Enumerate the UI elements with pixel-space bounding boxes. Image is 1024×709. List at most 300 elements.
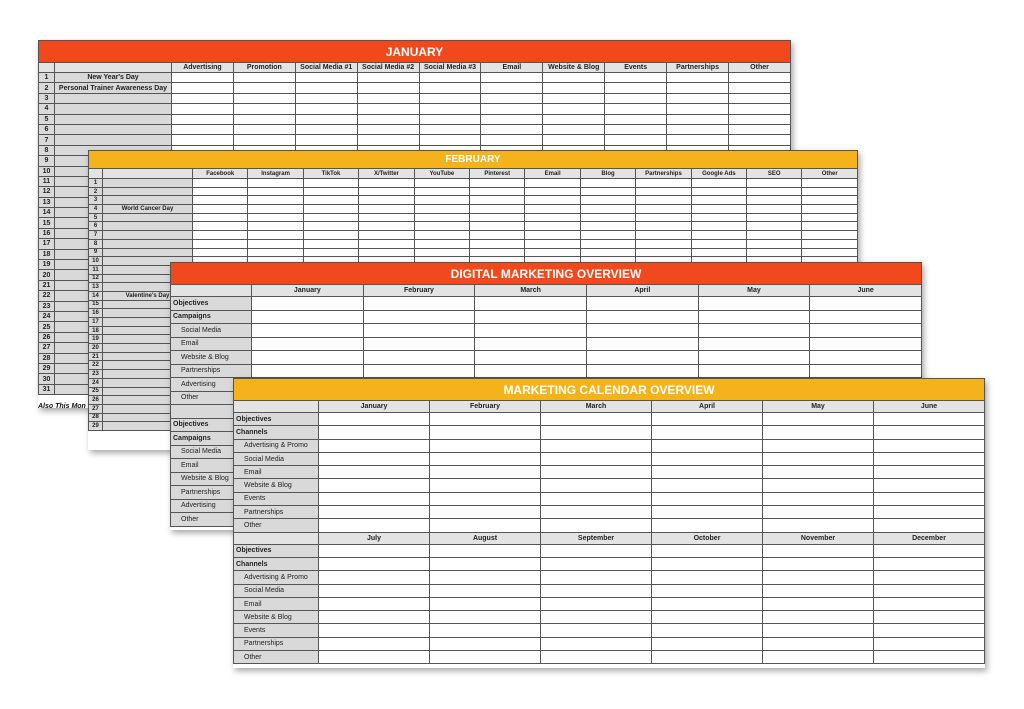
data-cell xyxy=(363,324,475,338)
day-cell xyxy=(248,248,303,257)
day-number: 24 xyxy=(89,378,103,387)
data-cell xyxy=(430,571,541,584)
table-row xyxy=(234,637,985,650)
data-cell xyxy=(319,466,430,479)
data-cell xyxy=(652,611,763,624)
row-label: Social Media xyxy=(171,445,252,459)
data-cell xyxy=(541,439,652,452)
column-header: Social Media #3 xyxy=(419,63,481,73)
month-header: June xyxy=(874,401,985,413)
table-row xyxy=(89,196,858,205)
day-cell xyxy=(295,83,357,93)
corner-cell xyxy=(234,401,319,413)
data-cell xyxy=(475,364,587,378)
data-cell xyxy=(698,297,810,311)
row-label: Social Media xyxy=(234,452,319,465)
data-cell xyxy=(430,519,541,532)
day-cell xyxy=(747,222,802,231)
data-cell xyxy=(763,544,874,557)
day-cell xyxy=(357,124,419,134)
day-cell xyxy=(193,239,248,248)
day-cell xyxy=(303,213,358,222)
table-row xyxy=(234,557,985,570)
day-cell xyxy=(470,239,525,248)
day-cell xyxy=(605,124,667,134)
data-cell xyxy=(541,624,652,637)
day-cell xyxy=(414,248,469,257)
day-event: Valentine's Day xyxy=(103,291,193,300)
month-header: June xyxy=(810,285,922,297)
day-cell xyxy=(636,231,691,240)
day-cell xyxy=(419,93,481,103)
day-number: 30 xyxy=(39,374,55,384)
day-cell xyxy=(605,104,667,114)
day-cell xyxy=(667,104,729,114)
data-cell xyxy=(319,637,430,650)
data-cell xyxy=(763,519,874,532)
row-label: Email xyxy=(234,466,319,479)
day-cell xyxy=(193,222,248,231)
day-cell xyxy=(525,205,580,214)
day-cell xyxy=(248,196,303,205)
column-header: Social Media #1 xyxy=(295,63,357,73)
data-cell xyxy=(430,651,541,664)
data-cell xyxy=(810,297,922,311)
data-cell xyxy=(363,337,475,351)
table-row xyxy=(234,439,985,452)
row-label: Partnerships xyxy=(234,506,319,519)
column-header: Events xyxy=(605,63,667,73)
data-cell xyxy=(430,492,541,505)
day-number: 6 xyxy=(89,222,103,231)
data-cell xyxy=(874,597,985,610)
day-cell xyxy=(747,179,802,188)
column-header: SEO xyxy=(747,169,802,179)
calendar-sheet xyxy=(233,378,985,668)
data-cell xyxy=(586,310,698,324)
day-cell xyxy=(543,104,605,114)
data-cell xyxy=(586,351,698,365)
table-row xyxy=(171,324,922,338)
data-cell xyxy=(652,651,763,664)
column-header: Google Ads xyxy=(691,169,746,179)
table-row xyxy=(234,532,985,544)
table-row xyxy=(234,651,985,664)
day-number: 27 xyxy=(39,343,55,353)
data-cell xyxy=(541,611,652,624)
day-cell xyxy=(357,104,419,114)
data-cell xyxy=(319,452,430,465)
table-row xyxy=(39,135,791,145)
table-row xyxy=(39,41,791,63)
day-cell xyxy=(802,213,858,222)
day-cell xyxy=(357,83,419,93)
data-cell xyxy=(652,557,763,570)
data-cell xyxy=(874,637,985,650)
data-cell xyxy=(541,506,652,519)
table-row xyxy=(39,114,791,124)
day-cell xyxy=(470,231,525,240)
day-number: 12 xyxy=(89,274,103,283)
day-cell xyxy=(747,248,802,257)
day-event xyxy=(55,135,172,145)
day-number: 14 xyxy=(39,208,55,218)
day-number: 25 xyxy=(89,387,103,396)
day-cell xyxy=(802,196,858,205)
data-cell xyxy=(763,466,874,479)
day-number: 7 xyxy=(89,231,103,240)
day-cell xyxy=(172,104,234,114)
data-cell xyxy=(430,452,541,465)
table-row xyxy=(234,452,985,465)
month-header: March xyxy=(475,285,587,297)
january-title: JANUARY xyxy=(39,41,791,63)
day-cell xyxy=(605,114,667,124)
data-cell xyxy=(475,337,587,351)
table-row xyxy=(234,401,985,413)
day-cell xyxy=(303,196,358,205)
day-event xyxy=(55,124,172,134)
day-cell xyxy=(419,114,481,124)
data-cell xyxy=(430,479,541,492)
day-cell xyxy=(580,231,635,240)
day-cell xyxy=(414,213,469,222)
data-cell xyxy=(874,479,985,492)
february-title: FEBRUARY xyxy=(89,151,858,169)
day-event xyxy=(103,222,193,231)
row-label: Objectives xyxy=(171,418,252,432)
data-cell xyxy=(430,439,541,452)
row-label: Advertising & Promo xyxy=(234,571,319,584)
day-number: 21 xyxy=(89,352,103,361)
day-cell xyxy=(414,179,469,188)
day-cell xyxy=(525,231,580,240)
data-cell xyxy=(874,413,985,426)
day-cell xyxy=(481,83,543,93)
table-row xyxy=(234,426,985,439)
day-cell xyxy=(359,179,414,188)
day-cell xyxy=(481,135,543,145)
day-number: 17 xyxy=(89,318,103,327)
data-cell xyxy=(810,364,922,378)
data-cell xyxy=(652,479,763,492)
day-cell xyxy=(481,73,543,83)
day-number: 15 xyxy=(89,300,103,309)
day-cell xyxy=(747,205,802,214)
table-row xyxy=(171,337,922,351)
day-cell xyxy=(233,135,295,145)
table-row xyxy=(234,597,985,610)
day-cell xyxy=(295,135,357,145)
data-cell xyxy=(763,637,874,650)
row-label: Events xyxy=(234,624,319,637)
data-cell xyxy=(319,413,430,426)
day-cell xyxy=(248,231,303,240)
day-cell xyxy=(525,196,580,205)
day-cell xyxy=(359,222,414,231)
day-cell xyxy=(525,239,580,248)
data-cell xyxy=(319,506,430,519)
day-cell xyxy=(636,248,691,257)
row-label: Other xyxy=(234,651,319,664)
table-row xyxy=(234,413,985,426)
data-cell xyxy=(319,439,430,452)
table-row xyxy=(89,222,858,231)
day-cell xyxy=(802,248,858,257)
data-cell xyxy=(363,310,475,324)
table-row xyxy=(171,364,922,378)
day-cell xyxy=(525,187,580,196)
row-label: Email xyxy=(171,459,252,473)
column-header: X/Twitter xyxy=(359,169,414,179)
data-cell xyxy=(874,492,985,505)
data-cell xyxy=(652,637,763,650)
day-number: 10 xyxy=(89,257,103,266)
data-cell xyxy=(810,337,922,351)
day-number: 1 xyxy=(89,179,103,188)
day-number: 28 xyxy=(39,353,55,363)
day-cell xyxy=(248,187,303,196)
data-cell xyxy=(763,492,874,505)
column-header: YouTube xyxy=(414,169,469,179)
data-cell xyxy=(763,571,874,584)
data-cell xyxy=(652,492,763,505)
day-event xyxy=(55,114,172,124)
day-cell xyxy=(470,205,525,214)
day-cell xyxy=(481,114,543,124)
day-cell xyxy=(193,205,248,214)
day-cell xyxy=(605,73,667,83)
day-cell xyxy=(729,93,791,103)
month-header: February xyxy=(363,285,475,297)
day-cell xyxy=(303,205,358,214)
day-event xyxy=(103,187,193,196)
day-number: 26 xyxy=(89,396,103,405)
data-cell xyxy=(541,452,652,465)
data-cell xyxy=(430,637,541,650)
month-header: October xyxy=(652,532,763,544)
day-cell xyxy=(359,231,414,240)
day-cell xyxy=(691,222,746,231)
data-cell xyxy=(319,479,430,492)
day-cell xyxy=(636,205,691,214)
data-cell xyxy=(475,310,587,324)
row-label: Other xyxy=(171,513,252,527)
data-cell xyxy=(430,584,541,597)
day-cell xyxy=(414,196,469,205)
day-cell xyxy=(802,179,858,188)
data-cell xyxy=(319,571,430,584)
day-cell xyxy=(481,124,543,134)
day-cell xyxy=(605,135,667,145)
day-cell xyxy=(729,73,791,83)
data-cell xyxy=(763,597,874,610)
day-cell xyxy=(419,124,481,134)
table-row xyxy=(234,611,985,624)
day-number: 23 xyxy=(39,301,55,311)
day-cell xyxy=(481,93,543,103)
month-header: November xyxy=(763,532,874,544)
day-cell xyxy=(414,205,469,214)
data-cell xyxy=(586,324,698,338)
month-header: January xyxy=(252,285,364,297)
day-number: 23 xyxy=(89,370,103,379)
row-label: Other xyxy=(234,519,319,532)
data-cell xyxy=(698,324,810,338)
event-header xyxy=(103,169,193,179)
table-row xyxy=(89,213,858,222)
day-number: 3 xyxy=(39,93,55,103)
data-cell xyxy=(541,557,652,570)
column-header: Instagram xyxy=(248,169,303,179)
month-header: December xyxy=(874,532,985,544)
table-row xyxy=(234,544,985,557)
day-number: 21 xyxy=(39,280,55,290)
day-number: 3 xyxy=(89,196,103,205)
day-cell xyxy=(667,114,729,124)
day-cell xyxy=(667,124,729,134)
day-cell xyxy=(691,248,746,257)
data-cell xyxy=(763,426,874,439)
day-cell xyxy=(414,231,469,240)
day-cell xyxy=(802,205,858,214)
day-cell xyxy=(295,93,357,103)
day-cell xyxy=(802,239,858,248)
data-cell xyxy=(698,364,810,378)
data-cell xyxy=(763,557,874,570)
day-cell xyxy=(580,239,635,248)
day-number: 15 xyxy=(39,218,55,228)
data-cell xyxy=(541,426,652,439)
day-cell xyxy=(419,73,481,83)
day-cell xyxy=(193,196,248,205)
day-number: 2 xyxy=(39,83,55,93)
data-cell xyxy=(430,413,541,426)
row-label: Advertising xyxy=(171,499,252,513)
data-cell xyxy=(252,297,364,311)
day-number: 14 xyxy=(89,291,103,300)
day-number: 16 xyxy=(89,309,103,318)
day-cell xyxy=(193,231,248,240)
data-cell xyxy=(541,413,652,426)
day-cell xyxy=(248,205,303,214)
data-cell xyxy=(763,479,874,492)
day-cell xyxy=(414,222,469,231)
day-number: 18 xyxy=(89,326,103,335)
data-cell xyxy=(763,624,874,637)
table-row xyxy=(171,297,922,311)
day-number: 8 xyxy=(39,145,55,155)
data-cell xyxy=(319,624,430,637)
table-row xyxy=(89,151,858,169)
day-cell xyxy=(636,239,691,248)
data-cell xyxy=(652,439,763,452)
calendar-title: MARKETING CALENDAR OVERVIEW xyxy=(234,379,985,401)
day-cell xyxy=(729,114,791,124)
day-cell xyxy=(470,213,525,222)
day-number: 4 xyxy=(89,205,103,214)
data-cell xyxy=(874,571,985,584)
day-cell xyxy=(303,231,358,240)
day-cell xyxy=(747,196,802,205)
day-cell xyxy=(303,239,358,248)
day-cell xyxy=(295,124,357,134)
day-cell xyxy=(580,222,635,231)
table-row xyxy=(171,310,922,324)
day-number: 2 xyxy=(89,187,103,196)
data-cell xyxy=(652,584,763,597)
day-cell xyxy=(691,213,746,222)
day-number: 12 xyxy=(39,187,55,197)
day-cell xyxy=(481,104,543,114)
day-event xyxy=(103,231,193,240)
data-cell xyxy=(541,544,652,557)
day-cell xyxy=(193,179,248,188)
day-cell xyxy=(691,205,746,214)
data-cell xyxy=(652,452,763,465)
row-label: Campaigns xyxy=(171,310,252,324)
data-cell xyxy=(652,571,763,584)
day-cell xyxy=(470,196,525,205)
day-cell xyxy=(172,73,234,83)
table-row xyxy=(89,239,858,248)
data-cell xyxy=(252,324,364,338)
column-header: TikTok xyxy=(303,169,358,179)
month-header: May xyxy=(763,401,874,413)
day-cell xyxy=(248,213,303,222)
day-cell xyxy=(303,179,358,188)
day-cell xyxy=(357,73,419,83)
table-row xyxy=(234,466,985,479)
row-label: Channels xyxy=(234,426,319,439)
day-cell xyxy=(543,73,605,83)
data-cell xyxy=(763,651,874,664)
day-number: 20 xyxy=(39,270,55,280)
day-cell xyxy=(691,239,746,248)
data-cell xyxy=(698,351,810,365)
month-header: April xyxy=(652,401,763,413)
row-label: Partnerships xyxy=(234,637,319,650)
day-cell xyxy=(470,187,525,196)
data-cell xyxy=(874,426,985,439)
data-cell xyxy=(430,466,541,479)
day-cell xyxy=(303,187,358,196)
january-footer-note: Also This Mon xyxy=(38,403,86,410)
day-cell xyxy=(747,187,802,196)
day-cell xyxy=(248,222,303,231)
day-number: 9 xyxy=(89,248,103,257)
day-number: 13 xyxy=(89,283,103,292)
table-row xyxy=(171,285,922,297)
day-cell xyxy=(470,248,525,257)
day-cell xyxy=(419,83,481,93)
day-cell xyxy=(802,222,858,231)
day-cell xyxy=(691,196,746,205)
data-cell xyxy=(874,611,985,624)
row-label: Objectives xyxy=(171,297,252,311)
day-cell xyxy=(419,135,481,145)
data-cell xyxy=(319,651,430,664)
table-row xyxy=(234,492,985,505)
data-cell xyxy=(810,324,922,338)
table-row xyxy=(171,263,922,285)
data-cell xyxy=(698,337,810,351)
day-number: 22 xyxy=(89,361,103,370)
calendar-table xyxy=(233,378,985,664)
month-header: July xyxy=(319,532,430,544)
day-number: 13 xyxy=(39,197,55,207)
data-cell xyxy=(475,297,587,311)
